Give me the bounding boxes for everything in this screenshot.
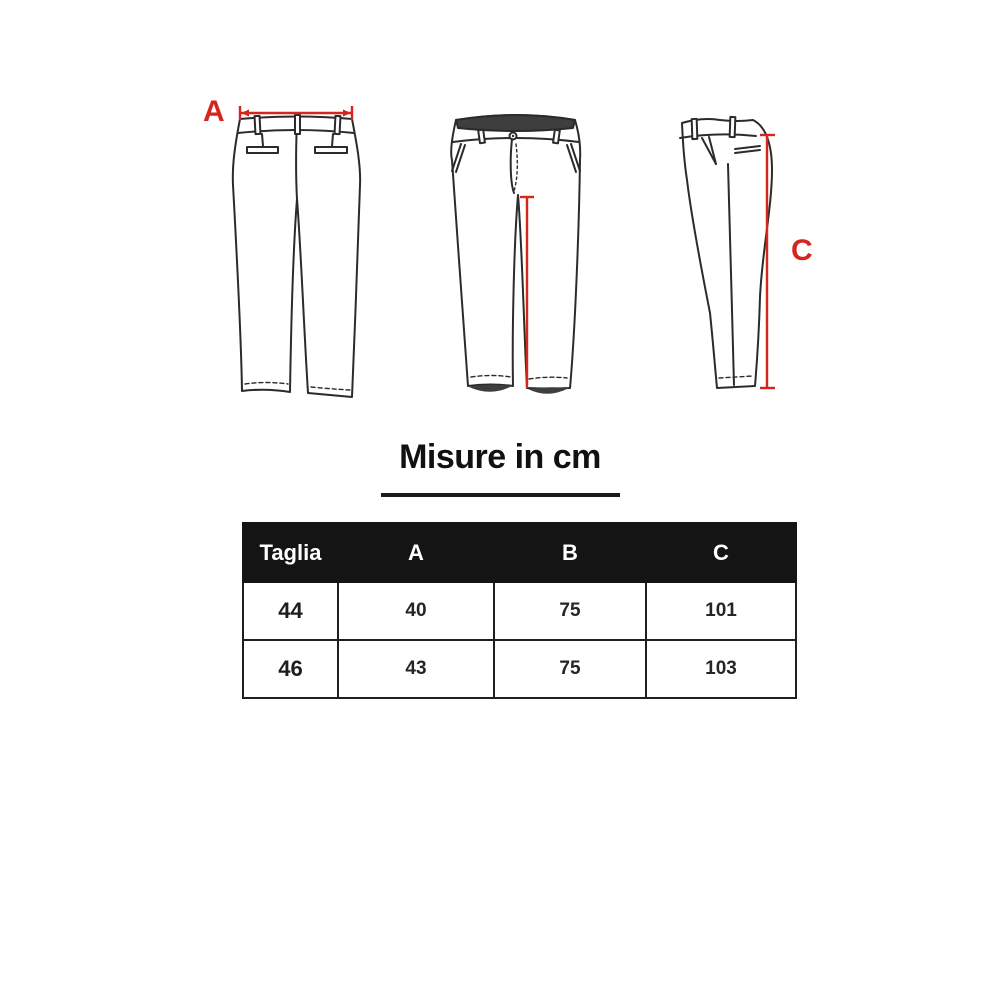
size-table-body [243,582,796,698]
title-block [250,438,750,477]
pants-side-drawing [672,112,787,402]
measure-label-a: A [203,95,225,128]
cell-measure-b: 75 [494,640,646,698]
header-cell-b: B [494,523,646,582]
pants-back-drawing [205,100,375,405]
header-cell-a: A [338,523,494,582]
header-cell-taglia: Taglia [243,523,338,582]
header-row [243,523,796,582]
page-title: Misure in cm [399,438,601,476]
cell-size: 44 [243,582,338,640]
cell-measure-c: 101 [646,582,796,640]
pants-diagrams [0,0,1000,430]
size-table [242,522,797,699]
table-row-size-46 [243,640,796,698]
header-cell-c: C [646,523,796,582]
cell-measure-c: 103 [646,640,796,698]
table-row-size-44 [243,582,796,640]
cell-measure-a: 43 [338,640,494,698]
size-table-header [243,523,796,582]
cell-size: 46 [243,640,338,698]
cell-measure-b: 75 [494,582,646,640]
title-underline [381,493,620,497]
measure-label-c: C [791,234,813,267]
cell-measure-a: 40 [338,582,494,640]
pants-front-drawing [448,112,588,402]
